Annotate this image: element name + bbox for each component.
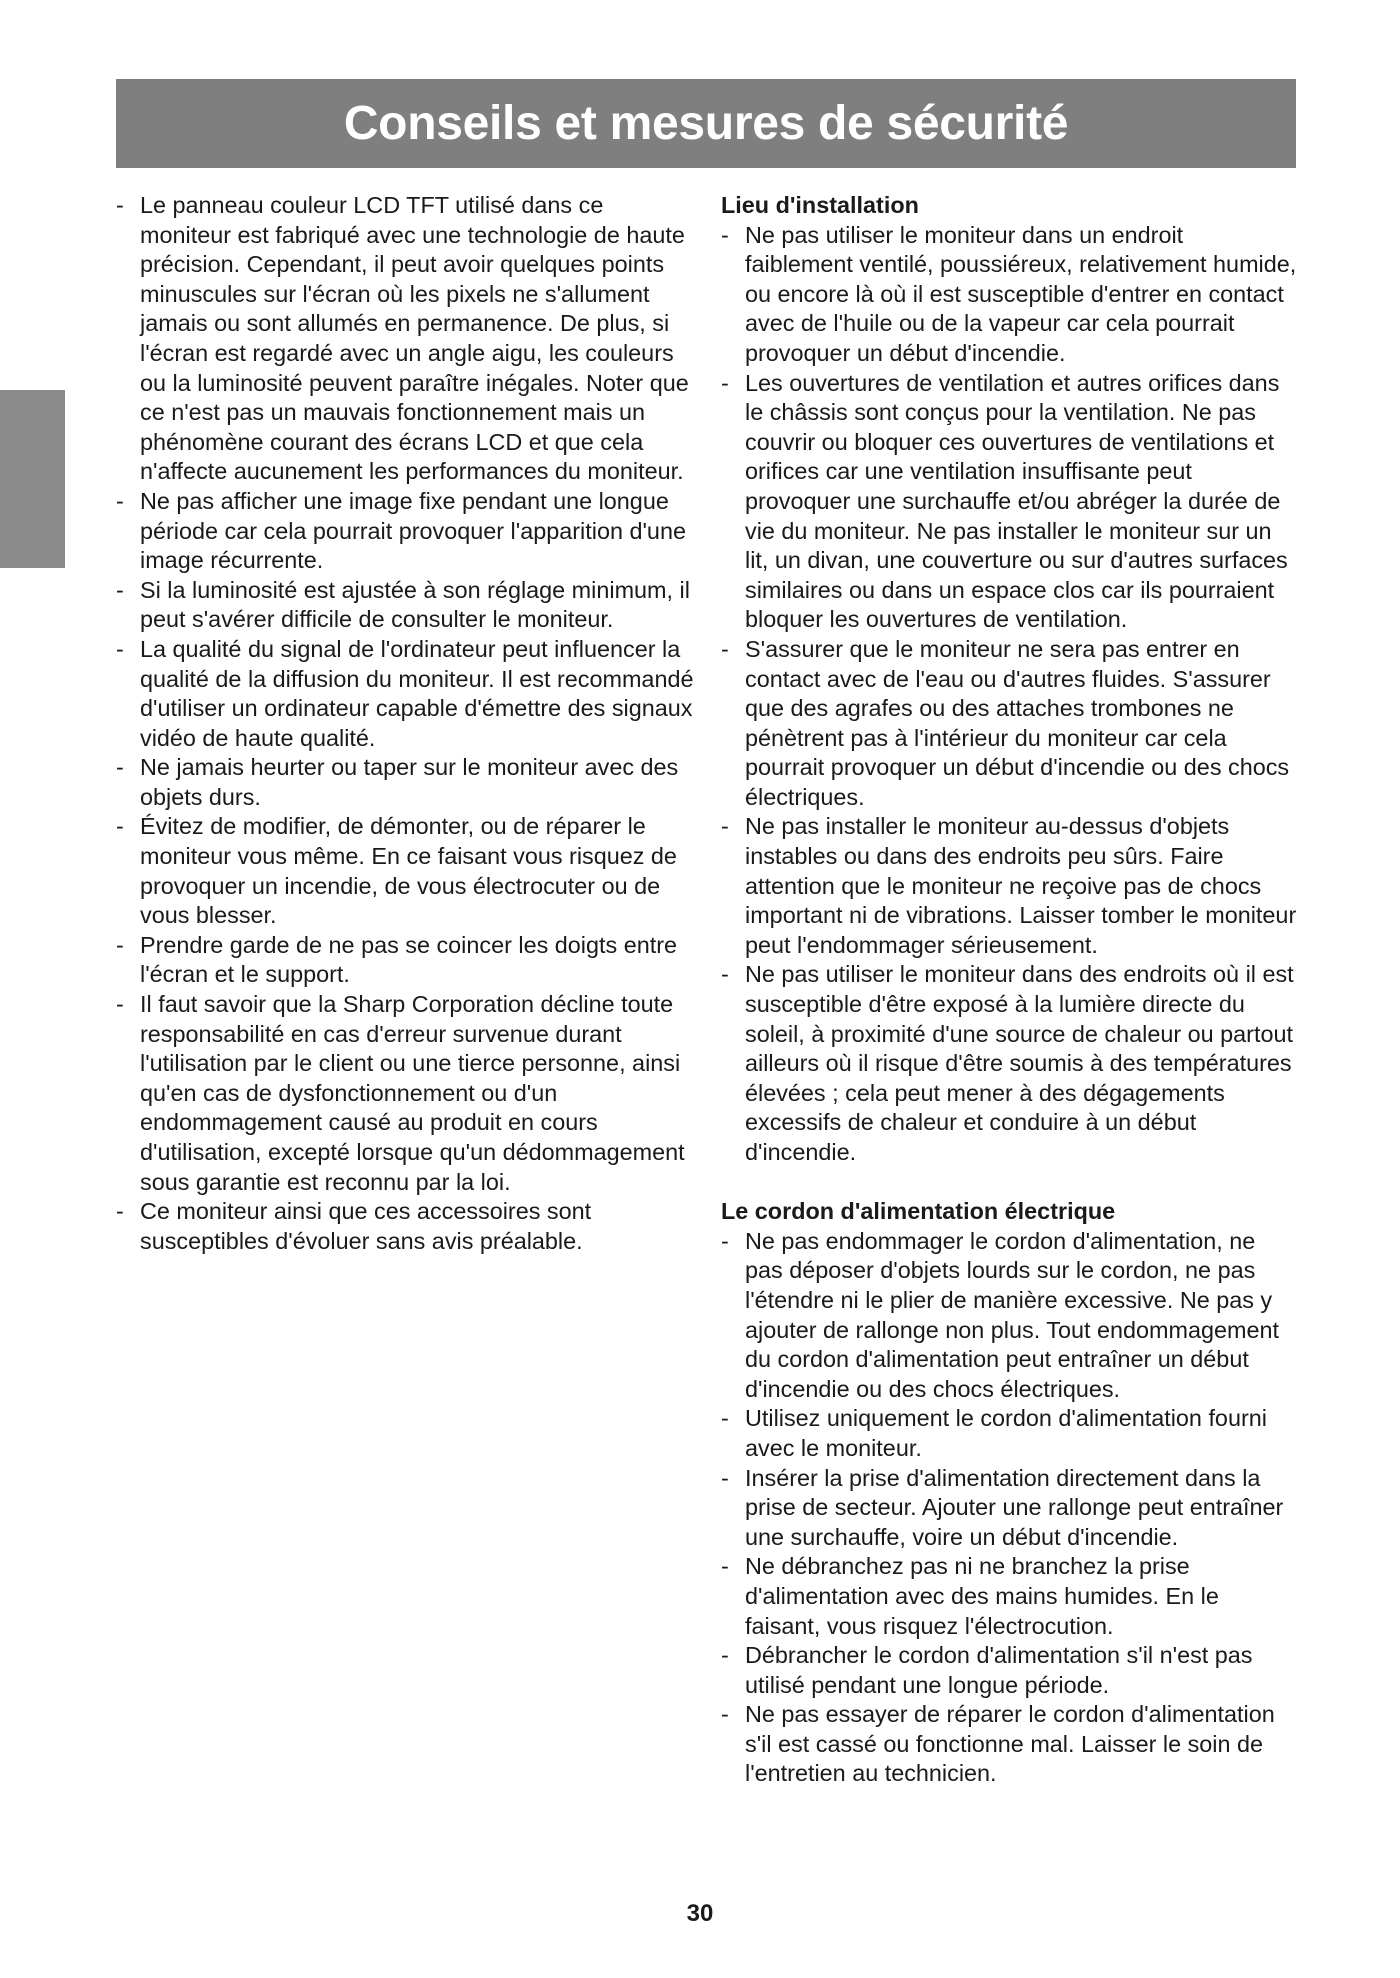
page-title: Conseils et mesures de sécurité — [343, 97, 1069, 150]
general-safety-list — [116, 191, 694, 1256]
list-item: - Le panneau couleur LCD TFT utilisé dans ce moniteur est fabriqué avec une technologie de haute précision. Cependant, il peut avoir quelques points minuscules sur l'écran où les pixels ne s'allument jamais ou sont allumés en permanence. De plus, si l'écran est regardé avec un angle aigu, les couleurs ou la luminosité peuvent paraître inégales. Noter que ce n'est pas un mauvais fonctionnement mais un phénomène courant des écrans LCD et que cela n'affecte aucunement les performances du moniteur. — [116, 191, 694, 487]
list-item: - Ce moniteur ainsi que ces accessoires sont susceptibles d'évoluer sans avis préalable. — [116, 1197, 694, 1256]
power-cord-list — [721, 1227, 1297, 1789]
list-item: - Insérer la prise d'alimentation directement dans la prise de secteur. Ajouter une rallonge peut entraîner une surchauffe, voire un début d'incendie. — [721, 1464, 1297, 1553]
right-column — [721, 191, 1297, 1789]
list-item: - Ne débranchez pas ni ne branchez la prise d'alimentation avec des mains humides. En le faisant, vous risquez l'électrocution. — [721, 1552, 1297, 1641]
list-item: - S'assurer que le moniteur ne sera pas entrer en contact avec de l'eau ou d'autres fluides. S'assurer que des agrafes ou des attaches trombones ne pénètrent pas à l'intérieur du moniteur car cela pourrait provoquer un début d'incendie ou des chocs électriques. — [721, 635, 1297, 813]
installation-list — [721, 221, 1297, 1168]
installation-heading: Lieu d'installation — [721, 192, 919, 218]
title-banner — [116, 79, 1296, 168]
page-number: 30 — [686, 1900, 714, 1927]
power-cord-heading: Le cordon d'alimentation électrique — [721, 1198, 1116, 1225]
list-item: - Débrancher le cordon d'alimentation s'il n'est pas utilisé pendant une longue période. — [721, 1641, 1297, 1700]
list-item: - Les ouvertures de ventilation et autres orifices dans le châssis sont conçus pour la ventilation. Ne pas couvrir ou bloquer ces ouvertures de ventilations et orifices car une ventilation insuffisante peut provoquer une surchauffe et/ou abréger la durée de vie du moniteur. Ne pas installer le moniteur sur un lit, un divan, une couverture ou sur d'autres surfaces similaires ou dans un espace clos car ils pourraient bloquer les ouvertures de ventilation. — [721, 369, 1297, 635]
list-item: - Il faut savoir que la Sharp Corporation décline toute responsabilité en cas d'erreur survenue durant l'utilisation par le client ou une tierce personne, ainsi qu'en cas de dysfonctionnement ou d'un endommagement causé au produit en cours d'utilisation, excepté lorsque qu'un dédommagement sous garantie est reconnu par la loi. — [116, 990, 694, 1197]
list-item: - Ne jamais heurter ou taper sur le moniteur avec des objets durs. — [116, 753, 694, 812]
section-spacer — [721, 1168, 1297, 1198]
section-side-tab — [0, 390, 65, 568]
list-item: - Ne pas installer le moniteur au-dessus d'objets instables ou dans des endroits peu sûrs. Faire attention que le moniteur ne reçoive pas de chocs important ni de vibrations. Laisser tomber le moniteur peut l'endommager sérieusement. — [721, 812, 1297, 960]
list-item: - Ne pas endommager le cordon d'alimentation, ne pas déposer d'objets lourds sur le cordon, ne pas l'étendre ni le plier de manière excessive. Ne pas y ajouter de rallonge non plus. Tout endommagement du cordon d'alimentation peut entraîner un début d'incendie ou des chocs électriques. — [721, 1227, 1297, 1405]
list-item: - Si la luminosité est ajustée à son réglage minimum, il peut s'avérer difficile de consulter le moniteur. — [116, 576, 694, 635]
list-item: - Ne pas afficher une image fixe pendant une longue période car cela pourrait provoquer l'apparition d'une image récurrente. — [116, 487, 694, 576]
list-item: - Utilisez uniquement le cordon d'alimentation fourni avec le moniteur. — [721, 1404, 1297, 1463]
list-item: - Ne pas utiliser le moniteur dans un endroit faiblement ventilé, poussiéreux, relativement humide, ou encore là où il est susceptible d'entrer en contact avec de l'huile ou de la vapeur car cela pourrait provoquer un début d'incendie. — [721, 221, 1297, 369]
list-item: - Prendre garde de ne pas se coincer les doigts entre l'écran et le support. — [116, 931, 694, 990]
left-column — [116, 191, 694, 1256]
list-item: - Évitez de modifier, de démonter, ou de réparer le moniteur vous même. En ce faisant vous risquez de provoquer un incendie, de vous électrocuter ou de vous blesser. — [116, 812, 694, 930]
list-item: - Ne pas essayer de réparer le cordon d'alimentation s'il est cassé ou fonctionne mal. Laisser le soin de l'entretien au technicien. — [721, 1700, 1297, 1789]
list-item: - La qualité du signal de l'ordinateur peut influencer la qualité de la diffusion du moniteur. Il est recommandé d'utiliser un ordinateur capable d'émettre des signaux vidéo de haute qualité. — [116, 635, 694, 753]
list-item: - Ne pas utiliser le moniteur dans des endroits où il est susceptible d'être exposé à la lumière directe du soleil, à proximité d'une source de chaleur ou partout ailleurs où il risque d'être soumis à des températures élevées ; cela peut mener à des dégagements excessifs de chaleur et conduire à un début d'incendie. — [721, 960, 1297, 1167]
